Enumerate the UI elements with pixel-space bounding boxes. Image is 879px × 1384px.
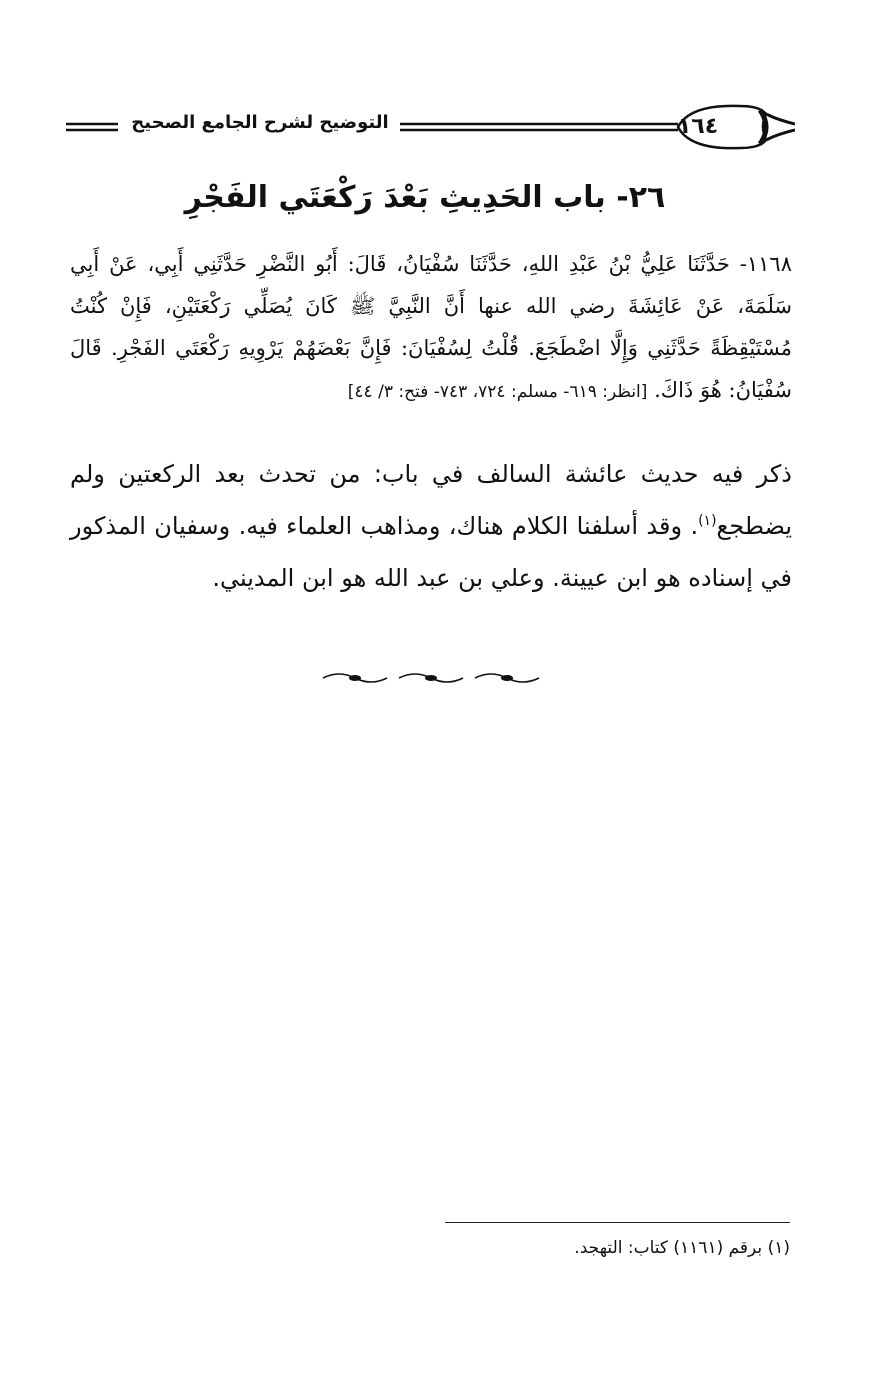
- commentary-paragraph: [70, 448, 792, 604]
- chapter-title: ٢٦- باب الحَدِيثِ بَعْدَ رَكْعَتَي الفَجْرِ: [184, 180, 666, 215]
- footnote-text: برقم (١١٦١) كتاب: التهجد.: [574, 1238, 763, 1258]
- hadith-text: ١١٦٨- حَدَّثَنَا عَلِيُّ بْنُ عَبْدِ اللهِ، حَدَّثَنَا سُفْيَانُ، قَالَ: أَبُو النَّضْرِ حَدَّثَنِي أَبِي، عَنْ أَبِي سَلَمَةَ، عَنْ عَائِشَةَ رضي الله عنها أَنَّ النَّبِيَّ ﷺ كَانَ يُصَلِّي رَكْعَتَيْنِ، فَإِنْ كُنْتُ مُسْتَيْقِظَةً حَدَّثَنِي وَإِلَّا اضْطَجَعَ. قُلْتُ لِسُفْيَانَ: فَإِنَّ بَعْضَهُمْ يَرْوِيهِ رَكْعَتَي الفَجْرِ. قَالَ سُفْيَانُ: هُوَ ذَاكَ.: [70, 252, 792, 402]
- footnote-marker: (١): [698, 513, 717, 529]
- footnote: [445, 1238, 790, 1258]
- page-number: ١٦٤: [677, 114, 719, 139]
- footnote-number: (١): [767, 1238, 790, 1258]
- running-title: التوضيح لشرح الجامع الصحيح: [131, 112, 389, 133]
- section-ornament: [319, 668, 544, 688]
- commentary-part2: . وقد أسلفنا الكلام هناك، ومذاهب العلماء فيه. وسفيان المذكور في إسناده هو ابن عيينة. وعلي بن عبد الله هو ابن المديني.: [70, 512, 792, 592]
- page-header: [60, 100, 795, 160]
- hadith-reference: [انظر: ٦١٩- مسلم: ٧٢٤، ٧٤٣- فتح: ٣/ ٤٤]: [347, 382, 648, 402]
- commentary-part1: ذكر فيه حديث عائشة السالف في باب: من تحدث بعد الركعتين ولم يضطجع: [70, 460, 792, 540]
- hadith-text-block: [70, 243, 792, 413]
- footnote-separator: [445, 1222, 790, 1223]
